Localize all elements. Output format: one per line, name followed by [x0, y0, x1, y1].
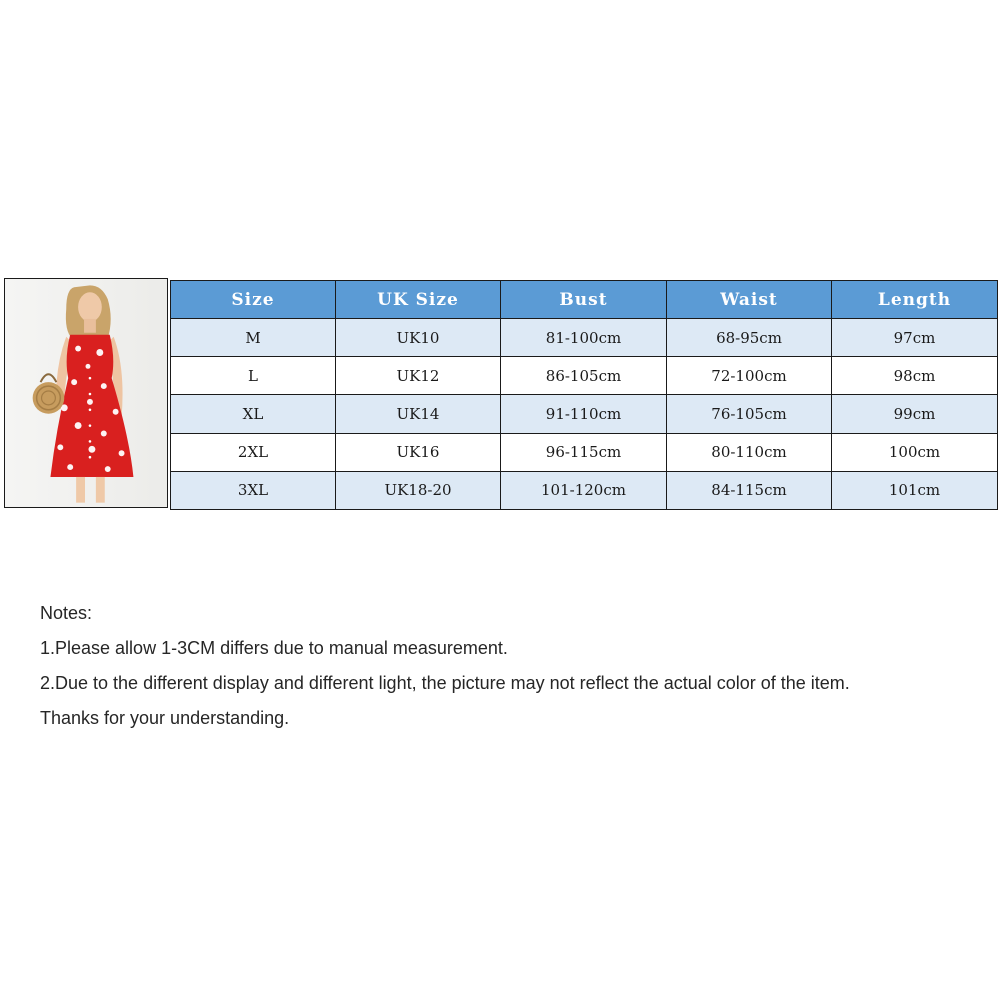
size-chart-table [170, 280, 998, 510]
cell-uk-size: UK12 [336, 357, 501, 395]
product-photo [4, 278, 168, 508]
note-thanks: Thanks for your understanding. [40, 708, 290, 728]
header-bust: Bust [501, 281, 667, 319]
cell-uk-size: UK10 [336, 319, 501, 357]
cell-uk-size: UK18-20 [336, 471, 501, 509]
cell-size: M [171, 319, 336, 357]
header-size: Size [171, 281, 336, 319]
cell-length: 98cm [832, 357, 998, 395]
cell-uk-size: UK16 [336, 433, 501, 471]
cell-length: 97cm [832, 319, 998, 357]
cell-size: 2XL [171, 433, 336, 471]
cell-length: 99cm [832, 395, 998, 433]
cell-length: 100cm [832, 433, 998, 471]
table-header-row [171, 281, 998, 319]
cell-waist: 68-95cm [667, 319, 832, 357]
table-row [171, 433, 998, 471]
cell-length: 101cm [832, 471, 998, 509]
cell-bust: 101-120cm [501, 471, 667, 509]
table-row [171, 471, 998, 509]
cell-size: 3XL [171, 471, 336, 509]
header-uk-size: UK Size [336, 281, 501, 319]
model-dress-illustration [5, 279, 167, 507]
cell-waist: 84-115cm [667, 471, 832, 509]
header-length: Length [832, 281, 998, 319]
cell-bust: 81-100cm [501, 319, 667, 357]
cell-size: L [171, 357, 336, 395]
table-row [171, 395, 998, 433]
cell-bust: 96-115cm [501, 433, 667, 471]
cell-waist: 72-100cm [667, 357, 832, 395]
cell-uk-size: UK14 [336, 395, 501, 433]
table-row [171, 319, 998, 357]
note-line-2: 2.Due to the different display and different light, the picture may not reflect the actual color of the item. [40, 673, 850, 693]
header-waist: Waist [667, 281, 832, 319]
cell-size: XL [171, 395, 336, 433]
note-line-1: 1.Please allow 1-3CM differs due to manual measurement. [40, 638, 508, 658]
cell-bust: 86-105cm [501, 357, 667, 395]
cell-waist: 76-105cm [667, 395, 832, 433]
cell-bust: 91-110cm [501, 395, 667, 433]
notes-section [40, 600, 980, 740]
cell-waist: 80-110cm [667, 433, 832, 471]
notes-title: Notes: [40, 603, 93, 623]
table-row [171, 357, 998, 395]
